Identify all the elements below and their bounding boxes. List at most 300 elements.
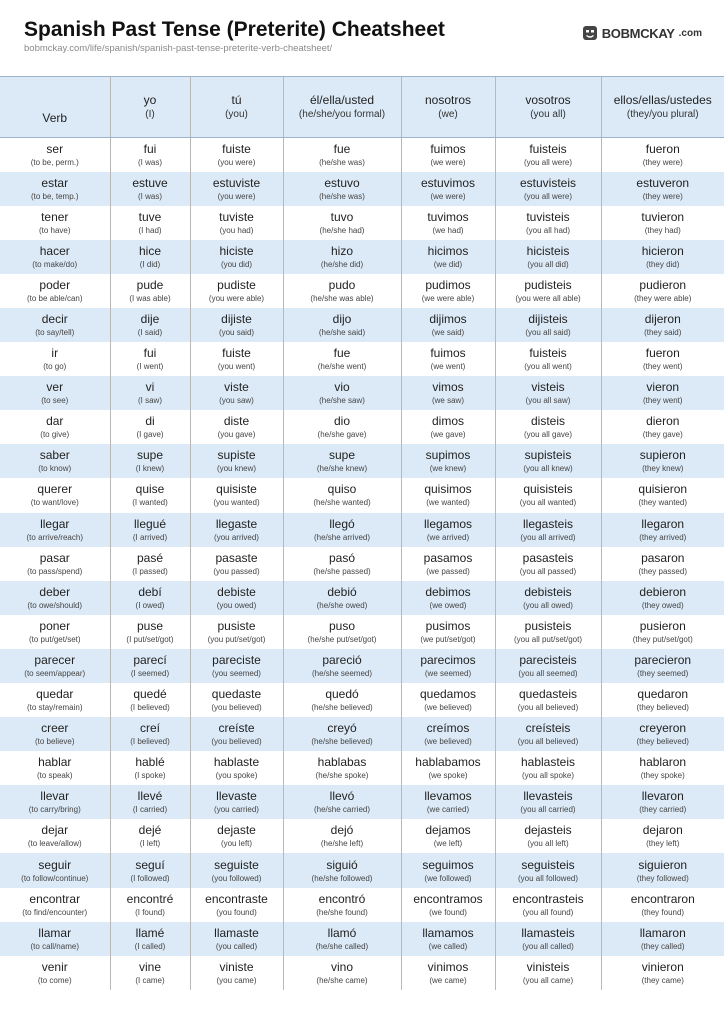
conjugated-form: seguisteis [521,857,575,872]
translation: (he/she called) [315,941,369,951]
conjugation-cell [401,444,495,478]
conjugation-cell [283,615,401,649]
conjugation-cell [283,444,401,478]
translation: (to speak) [36,771,73,781]
conjugation-cell [110,513,190,547]
conjugation-cell [601,376,724,410]
conjugation-cell [495,444,601,478]
translation: (you did) [220,259,253,269]
conjugated-form: dejaron [642,823,683,838]
conjugated-form: fue [333,346,351,361]
translation: (I was) [138,191,162,201]
conjugation-cell [190,513,283,547]
translation: (he/she was) [319,191,365,201]
translation: (you all arrived) [520,532,576,542]
verb-infinitive: hacer [39,243,70,258]
brand-logo [582,24,702,42]
column-header-el [283,77,401,138]
conjugation-cell [110,922,190,956]
conjugation-cell [110,547,190,581]
conjugation-cell [110,308,190,342]
verb-cell [0,922,110,956]
translation: (I carried) [132,805,168,815]
conjugation-cell [110,751,190,785]
conjugated-form: dejasteis [524,823,572,838]
conjugated-form: dimos [431,414,464,429]
verb-infinitive: deber [39,584,71,599]
translation: (you spoke) [215,771,258,781]
verb-infinitive: llamar [38,925,72,940]
translation: (we saw) [431,396,464,406]
translation: (they said) [644,328,682,338]
table-row [0,717,724,751]
conjugated-form: estuveron [636,175,690,190]
verb-cell [0,956,110,990]
conjugation-cell [401,410,495,444]
conjugation-cell [283,717,401,751]
verb-infinitive: saber [39,448,70,463]
conjugated-form: debí [138,584,162,599]
conjugated-form: diste [223,414,250,429]
conjugated-form: llegasteis [522,516,574,531]
conjugated-form: estuvimos [420,175,476,190]
conjugated-form: supe [136,448,164,463]
translation: (you all carried) [520,805,576,815]
conjugation-cell [495,751,601,785]
conjugated-form: pusisteis [524,618,572,633]
conjugated-form: llevé [137,789,163,804]
conjugated-form: llamasteis [521,925,575,940]
conjugation-cell [601,240,724,274]
conjugation-cell [190,138,283,172]
conjugated-form: llegaste [215,516,258,531]
translation: (to leave/allow) [27,839,82,849]
translation: (they followed) [636,873,689,883]
column-header-tu [190,77,283,138]
translation: (I had) [138,225,162,235]
conjugated-form: encontró [318,891,366,906]
conjugation-cell [401,683,495,717]
conjugation-cell [283,513,401,547]
conjugation-cell [401,376,495,410]
translation: (I passed) [132,566,168,576]
verb-cell [0,683,110,717]
translation: (you went) [217,362,256,372]
conjugation-cell [283,751,401,785]
translation: (to find/encounter) [22,907,88,917]
verb-infinitive: poder [39,277,71,292]
conjugation-cell [110,342,190,376]
conjugation-cell [283,206,401,240]
table-row [0,615,724,649]
verb-infinitive: estar [41,175,69,190]
conjugation-cell [110,444,190,478]
conjugation-cell [283,410,401,444]
conjugation-cell [401,853,495,887]
translation: (to pass/spend) [27,566,83,576]
conjugated-form: puse [136,618,164,633]
translation: (to have) [38,225,71,235]
translation: (he/she seemed) [311,668,373,678]
conjugation-cell [401,240,495,274]
column-header-nosotros [401,77,495,138]
translation: (we owed) [429,600,467,610]
conjugated-form: seguiste [214,857,259,872]
conjugated-form: debió [327,584,357,599]
conjugation-cell [190,478,283,512]
conjugation-cell [601,308,724,342]
translation: (you wanted) [213,498,260,508]
conjugated-form: estuve [132,175,168,190]
translation: (they were able) [634,293,692,303]
conjugated-form: quedó [325,687,359,702]
translation: (we followed) [424,873,472,883]
verb-infinitive: venir [41,959,68,974]
conjugation-cell [110,785,190,819]
verb-infinitive: llegar [40,516,70,531]
translation: (we were) [430,191,466,201]
translation: (he/she arrived) [313,532,371,542]
translation: (we put/set/got) [420,634,476,644]
conjugated-form: puso [328,618,356,633]
table-row [0,581,724,615]
conjugated-form: quisimos [424,482,472,497]
translation: (they left) [646,839,680,849]
verb-infinitive: llevar [40,789,70,804]
conjugated-form: hablasteis [520,755,576,770]
translation: (we had) [432,225,464,235]
conjugated-form: dejaste [217,823,256,838]
translation: (to seem/appear) [24,668,86,678]
translation: (you all knew) [523,464,573,474]
translation: (you believed) [211,737,262,747]
translation: (you saw) [219,396,254,406]
translation: (we believed) [424,703,472,713]
conjugated-form: fuimos [430,141,466,156]
translation: (they owed) [641,600,684,610]
translation: (you all saw) [525,396,571,406]
translation: (you called) [215,941,258,951]
conjugated-form: pudieron [639,277,687,292]
translation: (you believed) [211,703,262,713]
conjugated-form: creyó [327,721,357,736]
translation: (he/she came) [316,975,368,985]
conjugation-cell [283,785,401,819]
translation: (I spoke) [134,771,166,781]
logo-text: BOBMCKAY [601,25,675,41]
translation: (you found) [216,907,257,917]
conjugation-cell [495,683,601,717]
conjugation-cell [401,956,495,990]
column-header-sub: (you all) [530,108,566,120]
translation: (he/she believed) [311,737,373,747]
translation: (they had) [644,225,681,235]
conjugated-form: encontramos [413,891,483,906]
verb-infinitive: decir [41,312,68,327]
conjugation-cell [495,410,601,444]
conjugated-form: pasamos [423,550,473,565]
conjugated-form: llamamos [422,925,474,940]
conjugated-form: hice [138,243,161,258]
translation: (he/she said) [318,328,366,338]
translation: (they passed) [638,566,687,576]
translation: (we called) [428,941,468,951]
translation: (you all left) [527,839,569,849]
conjugation-cell [190,410,283,444]
conjugation-cell [190,717,283,751]
column-header-label: tú [231,92,242,107]
translation: (you arrived) [214,532,259,542]
translation: (he/she believed) [311,703,373,713]
conjugated-form: creyeron [639,721,687,736]
conjugation-cell [401,888,495,922]
conjugated-form: fuimos [430,346,466,361]
conjugation-cell [401,717,495,751]
conjugation-cell [601,785,724,819]
translation: (you had) [219,225,254,235]
column-header-label: nosotros [424,92,472,107]
conjugated-form: estuvisteis [519,175,577,190]
translation: (you all owed) [523,600,573,610]
conjugation-cell [283,138,401,172]
table-row [0,547,724,581]
verb-cell [0,649,110,683]
translation: (you carried) [214,805,259,815]
translation: (they believed) [636,703,689,713]
translation: (we carried) [426,805,470,815]
conjugation-cell [601,581,724,615]
conjugated-form: pudiste [217,277,256,292]
conjugation-cell [110,138,190,172]
conjugation-cell [401,478,495,512]
conjugation-cell [495,888,601,922]
translation: (to know) [38,464,72,474]
table-row [0,819,724,853]
translation: (they wanted) [638,498,687,508]
conjugation-cell [495,342,601,376]
conjugated-form: tuvieron [641,209,685,224]
translation: (you passed) [213,566,260,576]
conjugated-form: llegamos [423,516,473,531]
conjugated-form: fui [143,141,157,156]
conjugation-cell [401,342,495,376]
conjugated-form: viste [224,380,249,395]
conjugated-form: dijeron [644,312,681,327]
conjugated-form: fueron [645,141,680,156]
logo-domain: .com [678,27,702,39]
translation: (you all spoke) [521,771,575,781]
conjugated-form: quedaron [637,687,689,702]
verb-cell [0,444,110,478]
conjugation-cell [283,547,401,581]
verb-cell [0,308,110,342]
column-header-sub: (they/you plural) [626,108,699,120]
smiley-face-icon [582,25,598,41]
translation: (I left) [139,839,161,849]
translation: (you all wanted) [519,498,577,508]
conjugated-form: vimos [432,380,464,395]
conjugation-cell [495,206,601,240]
conjugation-cell [495,274,601,308]
conjugated-form: supieron [639,448,686,463]
conjugation-cell [601,615,724,649]
conjugated-form: quedé [133,687,167,702]
conjugated-form: pudisteis [524,277,572,292]
translation: (you all went) [524,362,572,372]
conjugated-form: hiciste [219,243,254,258]
conjugated-form: di [145,414,155,429]
conjugation-cell [601,717,724,751]
conjugation-cell [110,581,190,615]
translation: (you seemed) [212,668,261,678]
conjugation-cell [401,206,495,240]
translation: (you all found) [522,907,574,917]
conjugated-form: hicieron [641,243,684,258]
translation: (you all passed) [519,566,577,576]
verb-infinitive: ir [51,346,59,361]
translation: (he/she gave) [317,430,367,440]
conjugation-cell [110,615,190,649]
conjugation-cell [401,138,495,172]
conjugated-form: vinisteis [526,959,570,974]
translation: (to carry/bring) [28,805,81,815]
column-header-sub: (we) [438,108,458,120]
conjugation-cell [601,888,724,922]
conjugated-form: fueron [645,346,680,361]
conjugated-form: supisteis [524,448,572,463]
translation: (they believed) [636,737,689,747]
translation: (he/she was able) [310,293,374,303]
conjugation-cell [401,274,495,308]
conjugation-cell [495,172,601,206]
verb-infinitive: ser [46,141,64,156]
translation: (to follow/continue) [21,873,89,883]
conjugation-cell [110,956,190,990]
translation: (I arrived) [132,532,168,542]
conjugated-form: hicimos [427,243,469,258]
verb-infinitive: dejar [41,823,69,838]
translation: (he/she spoke) [315,771,369,781]
conjugated-form: supiste [217,448,256,463]
conjugation-cell [190,206,283,240]
translation: (they arrived) [639,532,687,542]
conjugation-cell [283,581,401,615]
translation: (they went) [642,362,683,372]
conjugation-cell [601,342,724,376]
conjugated-form: estuvo [324,175,360,190]
conjugated-form: llamé [135,925,165,940]
conjugation-cell [401,751,495,785]
conjugated-form: creímos [426,721,470,736]
conjugated-form: quedamos [419,687,477,702]
conjugated-form: pareciste [212,652,261,667]
conjugation-cell [283,683,401,717]
translation: (you all put/set/got) [513,634,583,644]
conjugation-cell [601,206,724,240]
conjugation-cell [283,478,401,512]
header-row [0,77,724,138]
translation: (to stay/remain) [26,703,83,713]
verb-infinitive: poner [39,618,71,633]
conjugated-form: pudo [328,277,356,292]
conjugation-cell [601,956,724,990]
translation: (we did) [433,259,463,269]
table-row [0,478,724,512]
conjugated-form: quisieron [638,482,688,497]
conjugation-cell [283,956,401,990]
translation: (they gave) [642,430,683,440]
table-row [0,956,724,990]
table-row [0,513,724,547]
column-header-yo [110,77,190,138]
table-row [0,785,724,819]
conjugation-cell [601,649,724,683]
conjugation-cell [283,649,401,683]
translation: (I came) [135,975,165,985]
conjugated-form: hablé [135,755,165,770]
conjugation-cell [190,240,283,274]
conjugation-cell [110,853,190,887]
translation: (he/she knew) [316,464,368,474]
translation: (I believed) [130,703,170,713]
translation: (you all followed) [517,873,579,883]
conjugation-cell [190,785,283,819]
column-header-label: él/ella/usted [309,92,375,107]
conjugation-cell [110,717,190,751]
translation: (you were all able) [515,293,581,303]
translation: (he/she found) [316,907,368,917]
conjugated-form: supimos [425,448,471,463]
column-header-sub: (you) [225,108,248,120]
translation: (they seemed) [637,668,689,678]
conjugated-form: vino [330,959,353,974]
conjugated-form: vio [334,380,350,395]
verb-infinitive: creer [41,721,69,736]
conjugation-cell [401,922,495,956]
column-header-ellos [601,77,724,138]
conjugation-cell [283,308,401,342]
translation: (we found) [429,907,467,917]
translation: (I did) [139,259,161,269]
table-row [0,853,724,887]
translation: (we left) [433,839,463,849]
conjugation-cell [110,410,190,444]
translation: (you all came) [522,975,574,985]
conjugated-form: pasé [136,550,164,565]
conjugated-form: pasaste [215,550,258,565]
conjugated-form: vine [138,959,161,974]
translation: (they found) [641,907,685,917]
translation: (they called) [640,941,685,951]
conjugation-cell [601,410,724,444]
translation: (they carried) [639,805,687,815]
conjugated-form: quisiste [216,482,257,497]
conjugated-form: debisteis [524,584,572,599]
conjugation-cell [401,615,495,649]
conjugated-form: quisisteis [523,482,573,497]
translation: (you owed) [216,600,257,610]
translation: (I said) [137,328,163,338]
translation: (I put/set/got) [126,634,174,644]
conjugated-form: seguimos [422,857,474,872]
conjugated-form: parecieron [634,652,692,667]
conjugation-cell [110,172,190,206]
translation: (I wanted) [132,498,168,508]
conjugation-cell [110,888,190,922]
translation: (to say/tell) [35,328,75,338]
conjugated-form: vinieron [641,959,684,974]
translation: (we spoke) [428,771,468,781]
